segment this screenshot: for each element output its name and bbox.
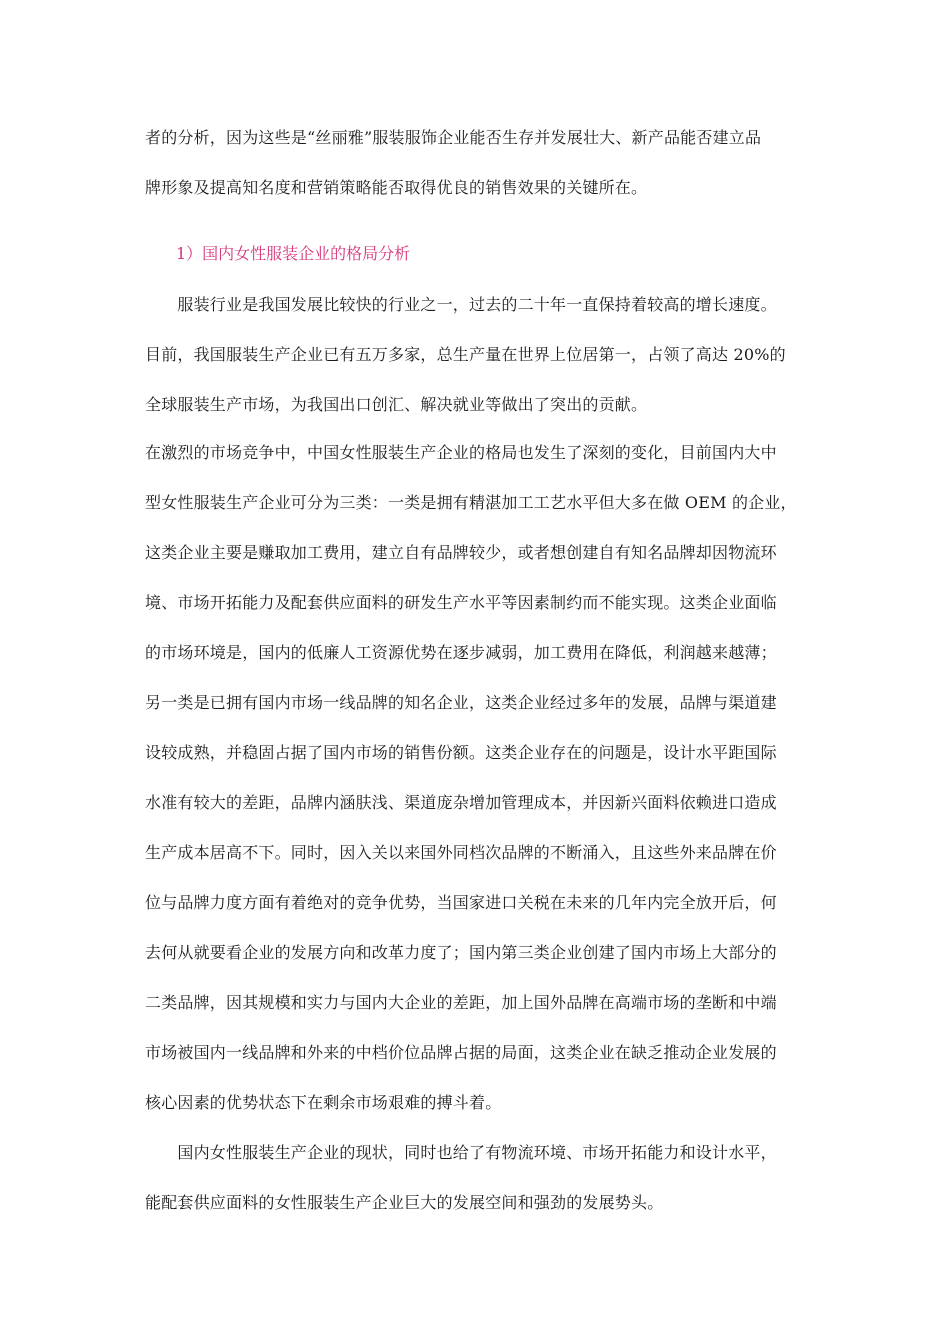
paragraph2-line-7: 设较成熟，并稳固占据了国内市场的销售份额。这类企业存在的问题是，设计水平距国际 xyxy=(145,743,777,762)
paragraph2-line-3: 这类企业主要是赚取加工费用，建立自有品牌较少，或者想创建自有知名品牌却因物流环 xyxy=(145,543,777,562)
paragraph2-line-4: 境、市场开拓能力及配套供应面料的研发生产水平等因素制约而不能实现。这类企业面临 xyxy=(145,593,777,612)
paragraph1-line-2: 目前，我国服装生产企业已有五万多家，总生产量在世界上位居第一，占领了高达 20%的 xyxy=(145,345,786,364)
section-heading: 1）国内女性服装企业的格局分析 xyxy=(176,244,411,263)
paragraph2-line-12: 二类品牌，因其规模和实力与国内大企业的差距，加上国外品牌在高端市场的垄断和中端 xyxy=(145,993,777,1012)
paragraph2-line-14: 核心因素的优势状态下在剩余市场艰难的搏斗着。 xyxy=(145,1093,502,1112)
paragraph2-line-1: 在激烈的市场竞争中，中国女性服装生产企业的格局也发生了深刻的变化，目前国内大中 xyxy=(145,443,777,462)
paragraph2-line-6: 另一类是已拥有国内市场一线品牌的知名企业，这类企业经过多年的发展，品牌与渠道建 xyxy=(145,693,777,712)
intro-line-2: 牌形象及提高知名度和营销策略能否取得优良的销售效果的关键所在。 xyxy=(145,178,648,197)
paragraph2-line-13: 市场被国内一线品牌和外来的中档价位品牌占据的局面，这类企业在缺乏推动企业发展的 xyxy=(145,1043,777,1062)
paragraph1-line-1: 服装行业是我国发展比较快的行业之一，过去的二十年一直保持着较高的增长速度。 xyxy=(145,295,777,314)
paragraph2-line-11: 去何从就要看企业的发展方向和改革力度了；国内第三类企业创建了国内市场上大部分的 xyxy=(145,943,777,962)
intro-line-1: 者的分析，因为这些是“丝丽雅”服装服饰企业能否生存并发展壮大、新产品能否建立品 xyxy=(145,128,762,147)
paragraph2-line-8: 水准有较大的差距，品牌内涵肤浅、渠道庞杂增加管理成本，并因新兴面料依赖进口造成 xyxy=(145,793,777,812)
paragraph3-line-2: 能配套供应面料的女性服装生产企业巨大的发展空间和强劲的发展势头。 xyxy=(145,1193,664,1212)
paragraph2-line-9: 生产成本居高不下。同时，因入关以来国外同档次品牌的不断涌入，且这些外来品牌在价 xyxy=(145,843,777,862)
paragraph2-line-5: 的市场环境是，国内的低廉人工资源优势在逐步减弱，加工费用在降低，利润越来越薄； xyxy=(145,643,777,662)
paragraph3-line-1: 国内女性服装生产企业的现状，同时也给了有物流环境、市场开拓能力和设计水平， xyxy=(145,1143,777,1162)
paragraph1-line-3: 全球服装生产市场，为我国出口创汇、解决就业等做出了突出的贡献。 xyxy=(145,395,648,414)
paragraph2-line-10: 位与品牌力度方面有着绝对的竞争优势，当国家进口关税在未来的几年内完全放开后，何 xyxy=(145,893,777,912)
paragraph2-line-2: 型女性服装生产企业可分为三类：一类是拥有精湛加工工艺水平但大多在做 OEM 的企业， xyxy=(145,493,797,512)
